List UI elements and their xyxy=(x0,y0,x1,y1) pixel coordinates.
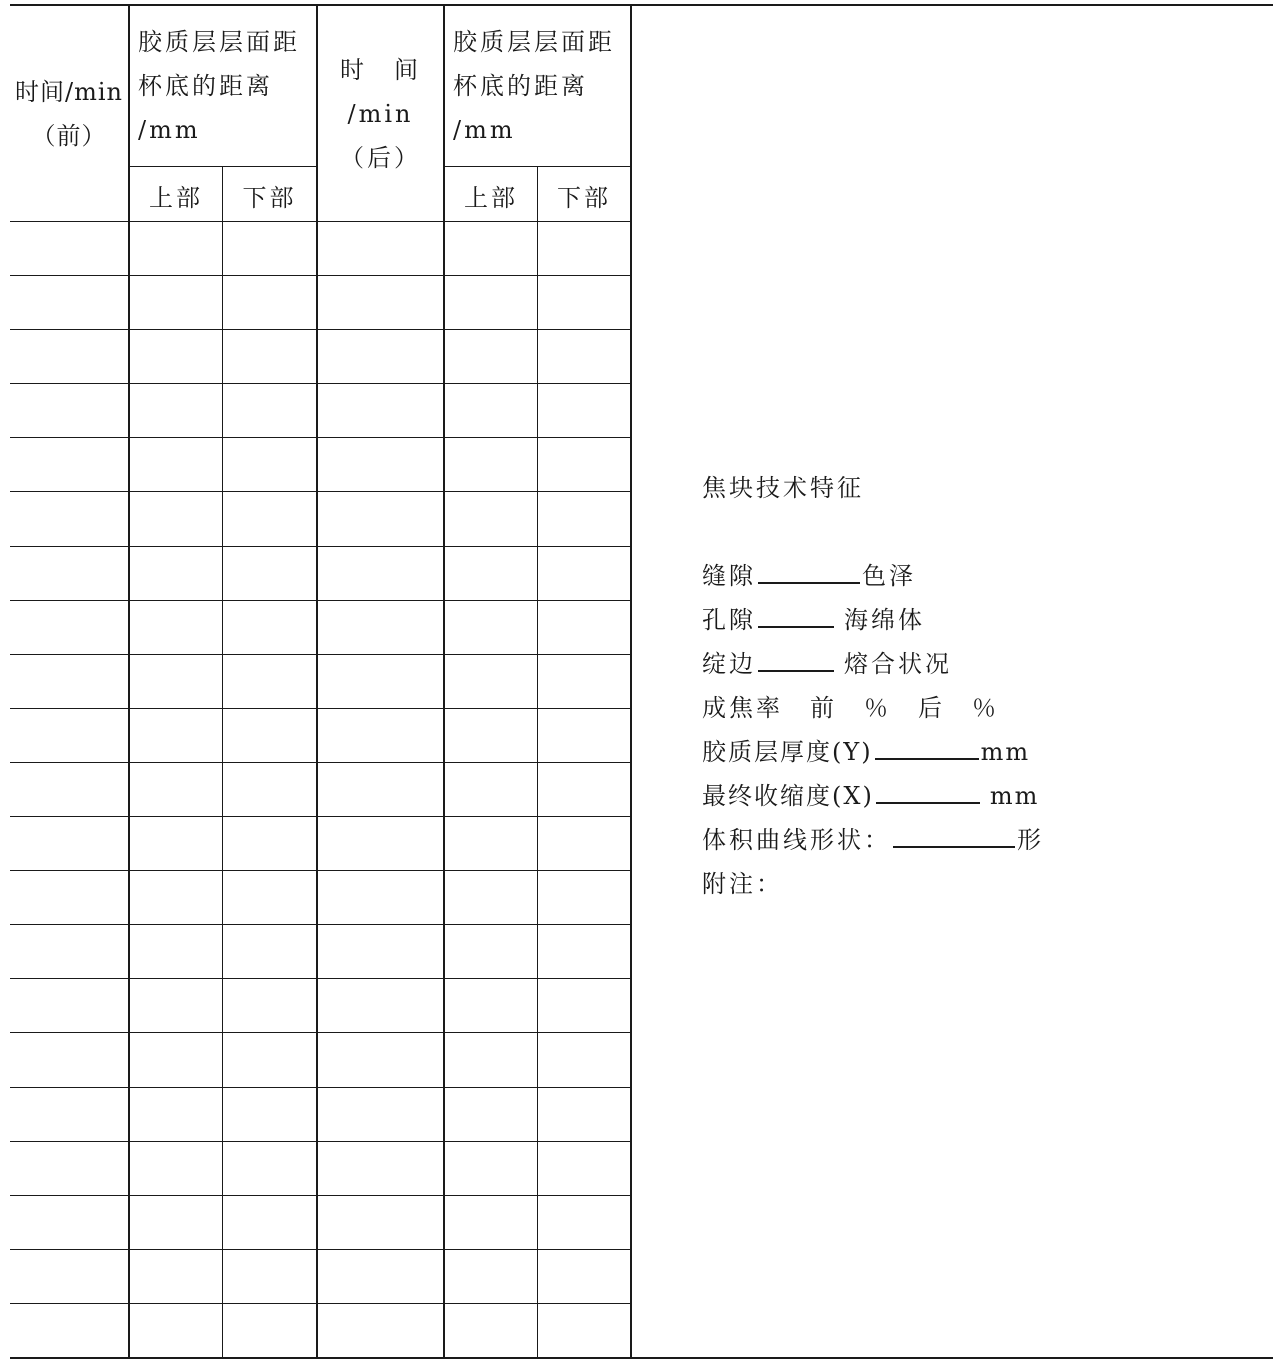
table-cell[interactable] xyxy=(316,708,444,762)
table-cell[interactable] xyxy=(222,870,316,924)
table-cell[interactable] xyxy=(316,978,444,1032)
sponge-label: 海绵体 xyxy=(844,606,925,634)
table-cell[interactable] xyxy=(537,383,631,437)
table-cell[interactable] xyxy=(129,383,222,437)
table-cell[interactable] xyxy=(10,654,129,708)
table-cell[interactable] xyxy=(222,546,316,600)
table-cell[interactable] xyxy=(316,924,444,978)
table-cell[interactable] xyxy=(129,870,222,924)
table-cell[interactable] xyxy=(316,221,444,275)
table-cell[interactable] xyxy=(537,870,631,924)
header-distance-left-line3: /mm xyxy=(138,116,201,144)
table-cell[interactable] xyxy=(129,546,222,600)
table-cell[interactable] xyxy=(537,1303,631,1357)
table-cell[interactable] xyxy=(10,275,129,329)
subheader-line-left xyxy=(129,166,317,167)
feature-coke-rate: 成焦率 前 ％ 后 ％ xyxy=(702,694,999,722)
table-cell[interactable] xyxy=(316,1087,444,1141)
mm-unit-2: mm xyxy=(989,782,1040,810)
table-cell[interactable] xyxy=(444,1303,537,1357)
table-cell[interactable] xyxy=(129,1249,222,1303)
table-cell[interactable] xyxy=(316,762,444,816)
table-cell[interactable] xyxy=(537,708,631,762)
header-time-after xyxy=(318,48,443,180)
table-cell[interactable] xyxy=(222,1141,316,1195)
table-cell[interactable] xyxy=(222,1032,316,1086)
table-cell[interactable] xyxy=(129,1141,222,1195)
table-cell[interactable] xyxy=(537,329,631,383)
table-cell[interactable] xyxy=(129,600,222,654)
table-cell[interactable] xyxy=(222,816,316,870)
table-cell[interactable] xyxy=(444,870,537,924)
header-distance-right xyxy=(453,20,631,152)
table-cell[interactable] xyxy=(222,1087,316,1141)
table-cell[interactable] xyxy=(444,383,537,437)
table-cell[interactable] xyxy=(10,708,129,762)
header-distance-left-line2: 杯底的距离 xyxy=(138,72,273,100)
table-cell[interactable] xyxy=(129,491,222,545)
table-cell[interactable] xyxy=(129,654,222,708)
plastic-thickness-field[interactable] xyxy=(875,736,979,760)
table-cell[interactable] xyxy=(129,1087,222,1141)
table-cell[interactable] xyxy=(10,437,129,491)
table-cell[interactable] xyxy=(10,1303,129,1357)
pore-field[interactable] xyxy=(758,604,834,628)
crack-field[interactable] xyxy=(758,560,860,584)
table-cell[interactable] xyxy=(129,816,222,870)
curve-shape-label: 体积曲线形状： xyxy=(702,826,891,854)
table-cell[interactable] xyxy=(129,762,222,816)
header-time-before-line2: （前） xyxy=(31,122,107,150)
header-time-before xyxy=(10,70,128,158)
header-time-before-line1: 时间/min xyxy=(15,78,123,106)
table-cell[interactable] xyxy=(10,383,129,437)
table-cell[interactable] xyxy=(129,1032,222,1086)
table-cell[interactable] xyxy=(316,546,444,600)
table-cell[interactable] xyxy=(222,1303,316,1357)
table-cell[interactable] xyxy=(444,924,537,978)
table-cell[interactable] xyxy=(316,870,444,924)
features-title: 焦块技术特征 xyxy=(702,474,864,502)
table-cell[interactable] xyxy=(444,708,537,762)
table-cell[interactable] xyxy=(10,329,129,383)
table-cell[interactable] xyxy=(444,275,537,329)
table-cell[interactable] xyxy=(10,1087,129,1141)
table-cell[interactable] xyxy=(444,221,537,275)
table-cell[interactable] xyxy=(537,491,631,545)
table-cell[interactable] xyxy=(444,329,537,383)
table-cell[interactable] xyxy=(316,275,444,329)
color-label: 色泽 xyxy=(862,562,916,590)
feature-shrinkage-row xyxy=(702,776,1039,811)
header-distance-right-line2: 杯底的距离 xyxy=(453,72,588,100)
header-distance-right-line1: 胶质层层面距 xyxy=(453,28,615,56)
table-cell[interactable] xyxy=(537,1141,631,1195)
table-cell[interactable] xyxy=(10,221,129,275)
table-cell[interactable] xyxy=(444,1141,537,1195)
table-cell[interactable] xyxy=(222,275,316,329)
table-cell[interactable] xyxy=(316,383,444,437)
table-cell[interactable] xyxy=(10,816,129,870)
table-cell[interactable] xyxy=(10,546,129,600)
header-upper-left: 上部 xyxy=(149,184,203,212)
table-cell[interactable] xyxy=(444,600,537,654)
table-cell[interactable] xyxy=(10,870,129,924)
table-cell[interactable] xyxy=(444,491,537,545)
table-cell[interactable] xyxy=(10,762,129,816)
fusion-label: 熔合状况 xyxy=(844,650,952,678)
table-cell[interactable] xyxy=(444,546,537,600)
table-cell[interactable] xyxy=(10,924,129,978)
shape-suffix: 形 xyxy=(1017,826,1044,854)
table-cell[interactable] xyxy=(444,1032,537,1086)
table-cell[interactable] xyxy=(444,1195,537,1249)
table-cell[interactable] xyxy=(444,654,537,708)
table-cell[interactable] xyxy=(444,1087,537,1141)
table-cell[interactable] xyxy=(537,762,631,816)
table-cell[interactable] xyxy=(129,1195,222,1249)
table-cell[interactable] xyxy=(316,329,444,383)
header-time-after-line3: （后） xyxy=(340,144,421,172)
table-cell[interactable] xyxy=(222,708,316,762)
table-cell[interactable] xyxy=(444,762,537,816)
table-cell[interactable] xyxy=(222,221,316,275)
header-upper-right: 上部 xyxy=(464,184,518,212)
feature-pore-row xyxy=(702,600,925,635)
table-cell[interactable] xyxy=(316,1303,444,1357)
table-cell[interactable] xyxy=(222,1249,316,1303)
table-cell[interactable] xyxy=(10,1141,129,1195)
table-cell[interactable] xyxy=(129,275,222,329)
feature-curve-row xyxy=(702,820,1044,855)
table-cell[interactable] xyxy=(537,221,631,275)
table-cell[interactable] xyxy=(129,329,222,383)
edge-label: 绽边 xyxy=(702,650,756,678)
table-cell[interactable] xyxy=(10,600,129,654)
table-cell[interactable] xyxy=(10,491,129,545)
table-cell[interactable] xyxy=(537,1032,631,1086)
table-cell[interactable] xyxy=(222,654,316,708)
table-cell[interactable] xyxy=(316,437,444,491)
table-cell[interactable] xyxy=(537,1087,631,1141)
table-cell[interactable] xyxy=(222,924,316,978)
table-cell[interactable] xyxy=(129,1303,222,1357)
table-cell[interactable] xyxy=(537,275,631,329)
table-cell[interactable] xyxy=(10,1032,129,1086)
table-cell[interactable] xyxy=(537,816,631,870)
feature-note: 附注： xyxy=(702,870,783,898)
pore-label: 孔隙 xyxy=(702,606,756,634)
header-distance-left xyxy=(138,20,316,152)
feature-edge-row xyxy=(702,644,952,679)
bottom-border xyxy=(10,1357,1273,1359)
table-cell[interactable] xyxy=(537,924,631,978)
table-cell[interactable] xyxy=(222,1195,316,1249)
table-cell[interactable] xyxy=(129,221,222,275)
edge-field[interactable] xyxy=(758,648,834,672)
curve-shape-field[interactable] xyxy=(893,824,1015,848)
crack-label: 缝隙 xyxy=(702,562,756,590)
table-cell[interactable] xyxy=(444,1249,537,1303)
header-distance-left-line1: 胶质层层面距 xyxy=(138,28,300,56)
subheader-line-right xyxy=(444,166,631,167)
table-cell[interactable] xyxy=(444,437,537,491)
table-cell[interactable] xyxy=(537,437,631,491)
table-cell[interactable] xyxy=(444,816,537,870)
table-cell[interactable] xyxy=(129,437,222,491)
table-cell[interactable] xyxy=(222,978,316,1032)
shrinkage-field[interactable] xyxy=(876,780,980,804)
table-cell[interactable] xyxy=(537,546,631,600)
table-cell[interactable] xyxy=(316,816,444,870)
shrinkage-label: 最终收缩度(X) xyxy=(702,782,874,810)
table-cell[interactable] xyxy=(316,1141,444,1195)
mm-unit-1: mm xyxy=(980,738,1031,766)
table-cell[interactable] xyxy=(316,491,444,545)
header-distance-right-line3: /mm xyxy=(453,116,516,144)
table-cell[interactable] xyxy=(316,600,444,654)
header-time-after-line1: 时 间 xyxy=(340,56,421,84)
plastic-thickness-label: 胶质层厚度(Y) xyxy=(702,738,873,766)
top-border xyxy=(10,4,1273,6)
header-lower-right: 下部 xyxy=(557,184,611,212)
table-cell[interactable] xyxy=(222,491,316,545)
table-cell[interactable] xyxy=(222,329,316,383)
table-cell[interactable] xyxy=(10,1195,129,1249)
table-cell[interactable] xyxy=(222,383,316,437)
table-cell[interactable] xyxy=(129,924,222,978)
table-cell[interactable] xyxy=(316,1195,444,1249)
table-cell[interactable] xyxy=(537,654,631,708)
table-cell[interactable] xyxy=(10,1249,129,1303)
table-cell[interactable] xyxy=(537,978,631,1032)
table-cell[interactable] xyxy=(316,1032,444,1086)
feature-crack-row xyxy=(702,556,916,591)
table-cell[interactable] xyxy=(129,978,222,1032)
table-cell[interactable] xyxy=(222,762,316,816)
table-cell[interactable] xyxy=(537,1195,631,1249)
table-cell[interactable] xyxy=(444,978,537,1032)
header-time-after-line2: /min xyxy=(347,100,414,128)
feature-plastic-row xyxy=(702,732,1030,767)
table-cell[interactable] xyxy=(222,600,316,654)
table-cell[interactable] xyxy=(129,708,222,762)
table-cell[interactable] xyxy=(10,978,129,1032)
table-cell[interactable] xyxy=(537,600,631,654)
table-cell[interactable] xyxy=(222,437,316,491)
header-lower-left: 下部 xyxy=(242,184,297,212)
table-cell[interactable] xyxy=(316,654,444,708)
table-cell[interactable] xyxy=(316,1249,444,1303)
table-cell[interactable] xyxy=(537,1249,631,1303)
